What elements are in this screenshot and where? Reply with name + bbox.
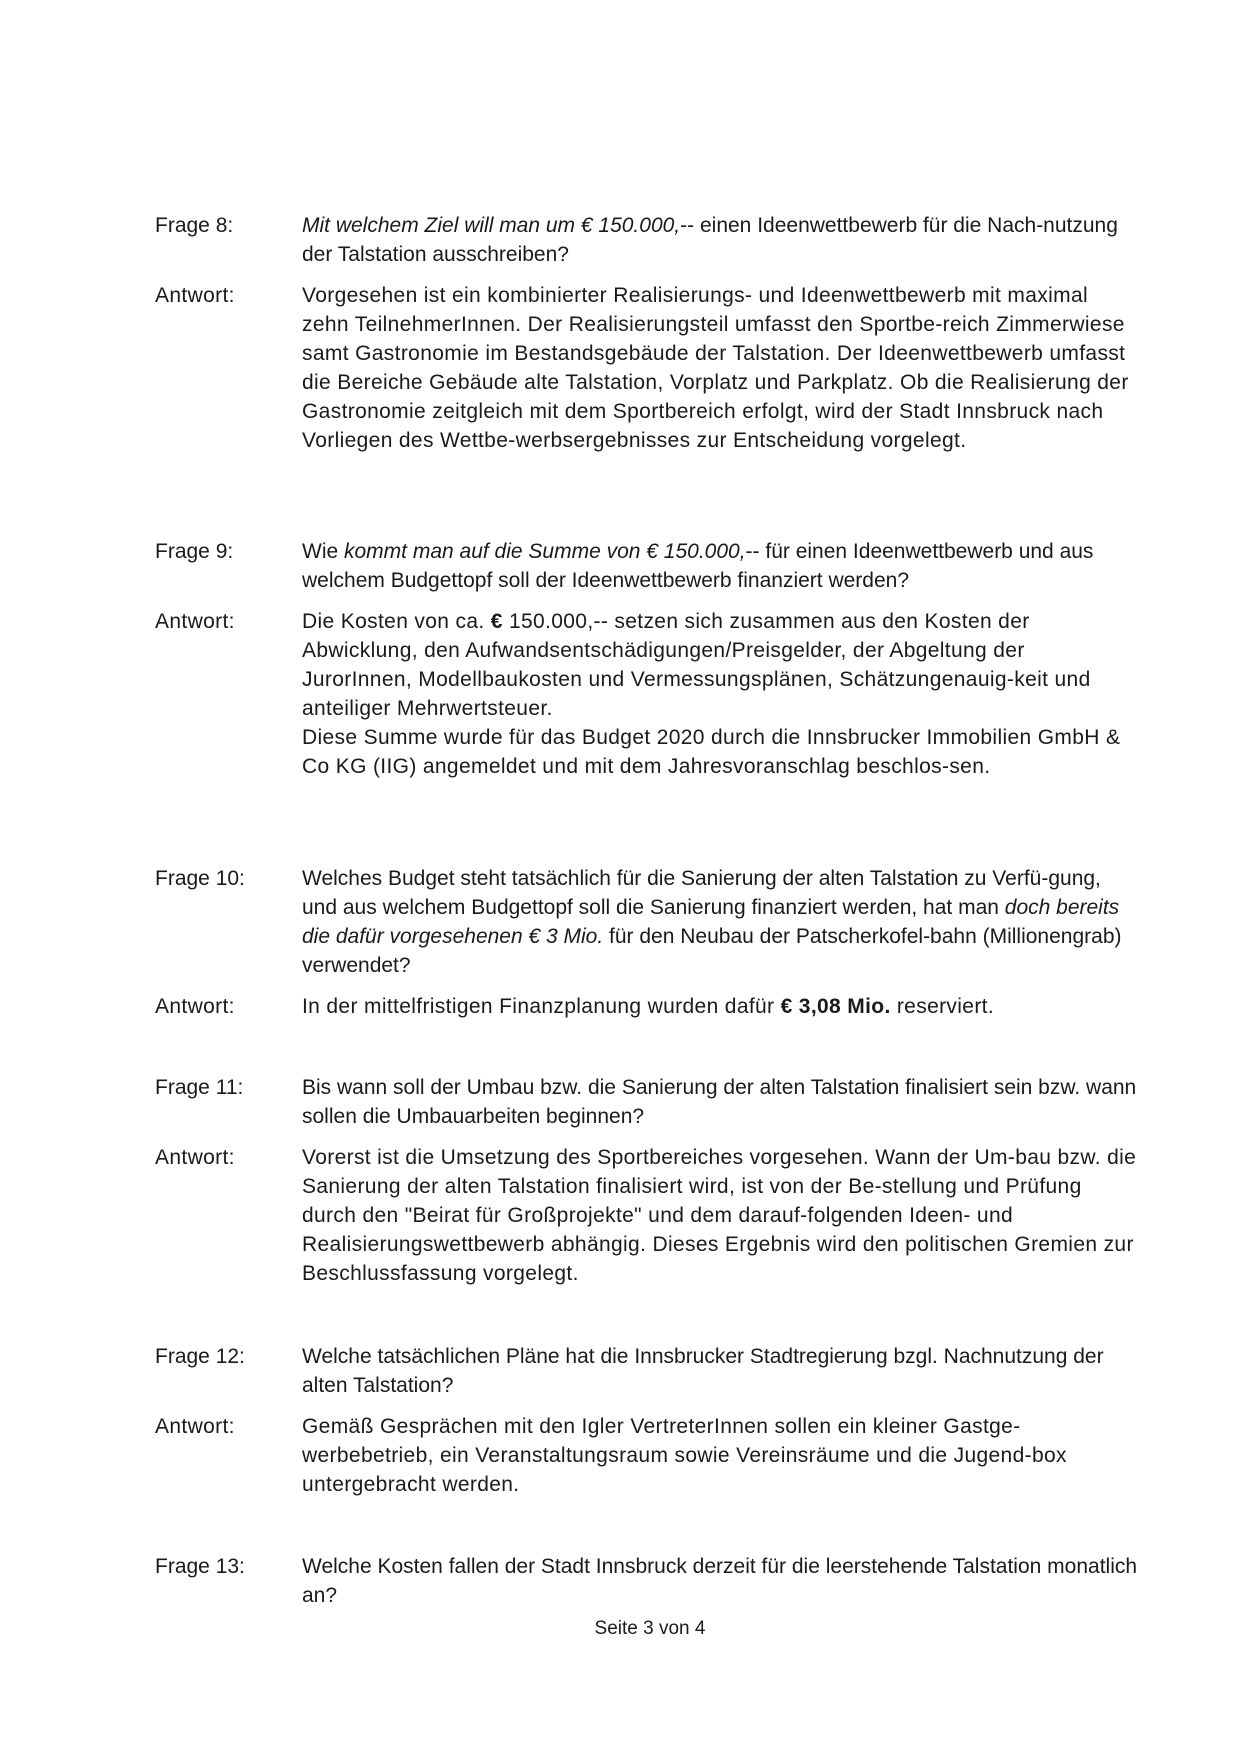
answer-row <box>155 1143 1140 1288</box>
question-italic: kommt man auf die Summe von € 150.000, <box>344 540 746 563</box>
qa-block-10 <box>155 864 1140 1021</box>
answer-label: Antwort: <box>155 1415 235 1438</box>
answer-segment: Diese Summe wurde für das Budget 2020 durch die Innsbrucker Immobilien GmbH & Co KG (IIG) angemeldet und mit dem Jahresvoranschlag beschlos-sen. <box>302 726 1121 778</box>
answer-row <box>155 992 1140 1021</box>
question-label: Frage 11: <box>155 1076 244 1099</box>
question-label: Frage 12: <box>155 1345 245 1368</box>
answer-paragraph <box>302 281 1140 455</box>
qa-block-13 <box>155 1552 1140 1610</box>
qa-block-8 <box>155 211 1140 455</box>
answer-label: Antwort: <box>155 995 235 1018</box>
answer-text <box>302 1143 1140 1288</box>
question-label: Frage 9: <box>155 540 234 563</box>
question-row <box>155 1342 1140 1400</box>
page-footer: Seite 3 von 4 <box>594 1618 706 1639</box>
question-row <box>155 1552 1140 1610</box>
question-italic: Mit welchem Ziel will man um € 150.000, <box>302 214 681 237</box>
question-segment: für den Neubau der Patscherkofel-bahn (Millionengrab) verwendet? <box>302 925 1122 977</box>
answer-segment: Die Kosten von ca. <box>302 610 491 633</box>
question-segment: Welche Kosten fallen der Stadt Innsbruck derzeit für die leerstehende Talstation monatlich an? <box>302 1555 1138 1607</box>
question-segment: Welches Budget steht tatsächlich für die Sanierung der alten Talstation zu Verfü-gung, und aus welchem Budgettopf soll die Sanierung finanziert werden, hat man <box>302 867 1101 919</box>
question-text <box>302 211 1140 269</box>
question-text <box>302 1342 1140 1400</box>
question-text <box>302 1552 1140 1610</box>
answer-text <box>302 281 1140 455</box>
answer-segment: 150.000,-- setzen sich zusammen aus den Kosten der Abwicklung, den Aufwandsentschädigungen/Preisgelder, der Abgeltung der JurorInnen, Modellbaukosten und Vermessungsplänen, Schätzungenauig-keit und anteiliger Mehrwertsteuer. <box>302 610 1091 720</box>
answer-paragraph <box>302 1143 1140 1288</box>
question-row <box>155 1073 1140 1131</box>
answer-paragraph <box>302 607 1140 723</box>
question-text <box>302 537 1140 595</box>
question-segment: Bis wann soll der Umbau bzw. die Sanierung der alten Talstation finalisiert sein bzw. wann sollen die Umbauarbeiten beginnen? <box>302 1076 1137 1128</box>
answer-text <box>302 992 1140 1021</box>
question-row <box>155 537 1140 595</box>
answer-label: Antwort: <box>155 284 235 307</box>
answer-paragraph <box>302 992 1140 1021</box>
question-label: Frage 10: <box>155 867 245 890</box>
question-segment: -- einen Ideenwettbewerb für die Nach-nutzung der Talstation ausschreiben? <box>302 214 1118 266</box>
question-text <box>302 864 1140 980</box>
answer-paragraph <box>302 1412 1140 1499</box>
answer-row <box>155 1412 1140 1499</box>
answer-segment: Gemäß Gesprächen mit den Igler VertreterInnen sollen ein kleiner Gastge-werbebetrieb, ein Veranstaltungsraum sowie Vereinsräume und die Jugend-box untergebracht werden. <box>302 1415 1067 1496</box>
answer-segment: In der mittelfristigen Finanzplanung wurden dafür <box>302 995 781 1018</box>
question-row <box>155 211 1140 269</box>
answer-segment: Vorgesehen ist ein kombinierter Realisierungs- und Ideenwettbewerb mit maximal zehn TeilnehmerInnen. Der Realisierungsteil umfasst den Sportbe-reich Zimmerwiese samt Gastronomie im Bestandsgebäude der Talstation. Der Ideenwettbewerb umfasst die Bereiche Gebäude alte Talstation, Vorplatz und Parkplatz. Ob die Realisierung der Gastronomie zeitgleich mit dem Sportbereich erfolgt, wird der Stadt Innsbruck nach Vorliegen des Wettbe-werbsergebnisses zur Entscheidung vorgelegt. <box>302 284 1129 452</box>
answer-row <box>155 607 1140 781</box>
answer-text <box>302 1412 1140 1499</box>
answer-segment: reserviert. <box>890 995 995 1018</box>
question-segment: -- für einen Ideenwettbewerb und aus welchem Budgettopf soll der Ideenwettbewerb finanziert werden? <box>302 540 1094 592</box>
answer-label: Antwort: <box>155 1146 235 1169</box>
answer-bold: € 3,08 Mio. <box>780 995 891 1018</box>
answer-bold: € <box>490 610 503 633</box>
question-text <box>302 1073 1140 1131</box>
question-row <box>155 864 1140 980</box>
question-label: Frage 8: <box>155 214 234 237</box>
qa-block-12 <box>155 1342 1140 1499</box>
answer-paragraph <box>302 723 1140 781</box>
qa-block-11 <box>155 1073 1140 1288</box>
question-segment: Wie <box>302 540 344 563</box>
answer-segment: Vorerst ist die Umsetzung des Sportbereiches vorgesehen. Wann der Um-bau bzw. die Sanierung der alten Talstation finalisiert wird, ist von der Be-stellung und Prüfung durch den "Beirat für Großprojekte" und dem darauf-folgenden Ideen- und Realisierungswettbewerb abhängig. Dieses Ergebnis wird den politischen Gremien zur Beschlussfassung vorgelegt. <box>302 1146 1137 1285</box>
answer-row <box>155 281 1140 455</box>
answer-label: Antwort: <box>155 610 235 633</box>
qa-block-9 <box>155 537 1140 781</box>
question-italic: doch bereits die dafür vorgesehenen € 3 Mio. <box>302 896 1120 948</box>
question-label: Frage 13: <box>155 1555 245 1578</box>
answer-text <box>302 607 1140 781</box>
question-segment: Welche tatsächlichen Pläne hat die Innsbrucker Stadtregierung bzgl. Nachnutzung der alten Talstation? <box>302 1345 1104 1397</box>
